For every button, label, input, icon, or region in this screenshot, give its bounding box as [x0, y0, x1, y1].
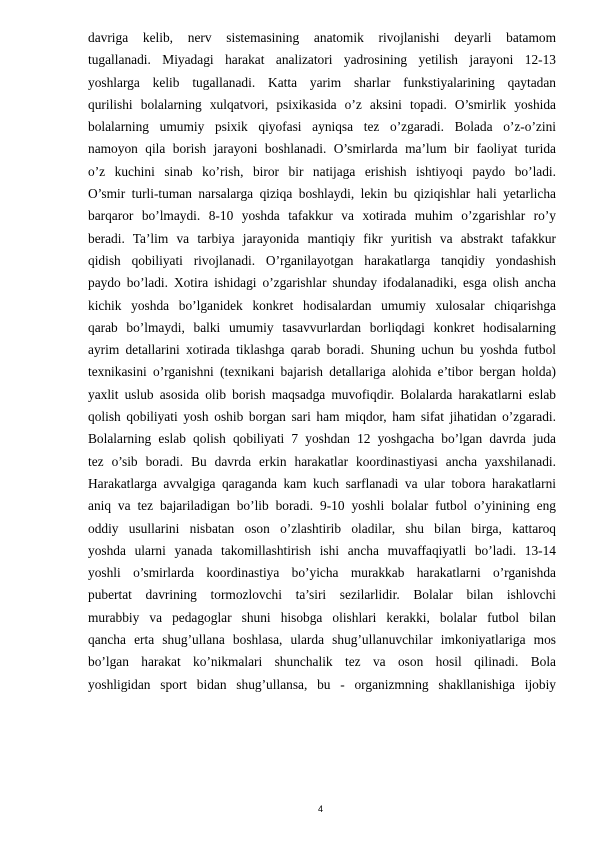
page-number: 4	[317, 804, 323, 814]
text-line: paydo bo’ladi. Xotira ishidagi o’zgarishlar shunday ifodalanadiki, esga olish ancha	[88, 275, 556, 291]
text-line: qancha erta shug’ullana boshlasa, ularda shug’ullanuvchilar imkoniyatlariga mos	[88, 632, 556, 648]
text-line: qolish qobiliyati yosh oshib borgan sari ham miqdor, ham sifat jihatidan o’zgaradi.	[88, 409, 556, 425]
text-line: o’z kuchini sinab ko’rish, biror bir natijaga erishish ishtiyoqi paydo bo’ladi.	[88, 163, 556, 179]
text-line: namoyon qila borish jarayoni boshlanadi. O’smirlarda ma’lum bir faoliyat turida	[88, 141, 556, 157]
text-line: ayrim detallarini xotirada tiklashga qarab boradi. Shuning uchun bu yoshda futbol	[88, 342, 556, 358]
text-line: bo’lgan harakat ko’nikmalari shunchalik tez va oson hosil qilinadi. Bola	[88, 654, 556, 670]
text-line: Harakatlarga avvalgiga qaraganda kam kuch sarflanadi va ular tobora harakatlarni	[88, 475, 556, 491]
text-line: murabbiy va pedagoglar shuni hisobga olishlari kerakki, bolalar futbol bilan	[88, 609, 556, 625]
text-line: pubertat davrining tormozlovchi ta’siri sezilarlidir. Bolalar bilan ishlovchi	[88, 587, 556, 603]
text-line: texnikasini o’rganishni (texnikani bajarish detallariga alohida e’tibor bergan holda)	[88, 364, 556, 380]
text-line: aniq va tez bajariladigan bo’lib boradi. 9-10 yoshli bolalar futbol o’yinining eng	[88, 498, 556, 514]
text-line: qarab bo’lmaydi, balki umumiy tasavvurlardan borliqdagi konkret hodisalarning	[88, 319, 556, 335]
text-line: oddiy usullarini nisbatan oson o’zlashtirib oladilar, shu bilan birga, kattaroq	[88, 520, 556, 536]
text-line: O’smir turli-tuman narsalarga qiziqa boshlaydi, lekin bu qiziqishlar hali yetarlicha	[88, 186, 556, 202]
text-line: yoshli o’smirlarda koordinastiya bo’yicha murakkab harakatlarni o’rganishda	[88, 565, 556, 581]
text-line: davriga kelib, nerv sistemasining anatomik rivojlanishi deyarli batamom	[88, 30, 556, 45]
text-line: tez o’sib boradi. Bu davrda erkin harakatlar koordinastiyasi ancha yaxshilanadi.	[88, 453, 556, 469]
text-line: qidish qobiliyati rivojlanadi. O’rganilayotgan harakatlarga tanqidiy yondashish	[88, 252, 556, 268]
text-line: qurilishi bolalarning xulqatvori, psixikasida o’z aksini topadi. O’smirlik yoshida	[88, 96, 556, 112]
text-line: Bolalarning eslab qolish qobiliyati 7 yoshdan 12 yoshgacha bo’lgan davrda juda	[88, 431, 556, 447]
text-line: beradi. Ta’lim va tarbiya jarayonida mantiqiy fikr yuritish va abstrakt tafakkur	[88, 230, 556, 246]
text-line: yaxlit uslub asosida olib borish maqsadga muvofiqdir. Bolalarda harakatlarni eslab	[88, 386, 556, 402]
text-line: tugallanadi. Miyadagi harakat analizatori yadrosining yetilish jarayoni 12-13	[88, 52, 556, 68]
text-line: kichik yoshda bo’lganidek konkret hodisalardan umumiy xulosalar chiqarishga	[88, 297, 556, 313]
text-line: bolalarning umumiy psixik qiyofasi ayniqsa tez o’zgaradi. Bolada o’z-o’zini	[88, 119, 556, 135]
body-text	[88, 27, 556, 696]
text-line: barqaror bo’lmaydi. 8-10 yoshda tafakkur va xotirada muhim o’zgarishlar ro’y	[88, 208, 556, 224]
text-line: yoshlarga kelib tugallanadi. Katta yarim sharlar funkstiyalarining qaytadan	[88, 74, 556, 90]
text-line: yoshligidan sport bidan shug’ullansa, bu - organizmning shakllanishiga ijobiy	[88, 676, 556, 692]
text-line: yoshda ularni yanada takomillashtirish ishi ancha muvaffaqiyatli bo’ladi. 13-14	[88, 542, 556, 558]
